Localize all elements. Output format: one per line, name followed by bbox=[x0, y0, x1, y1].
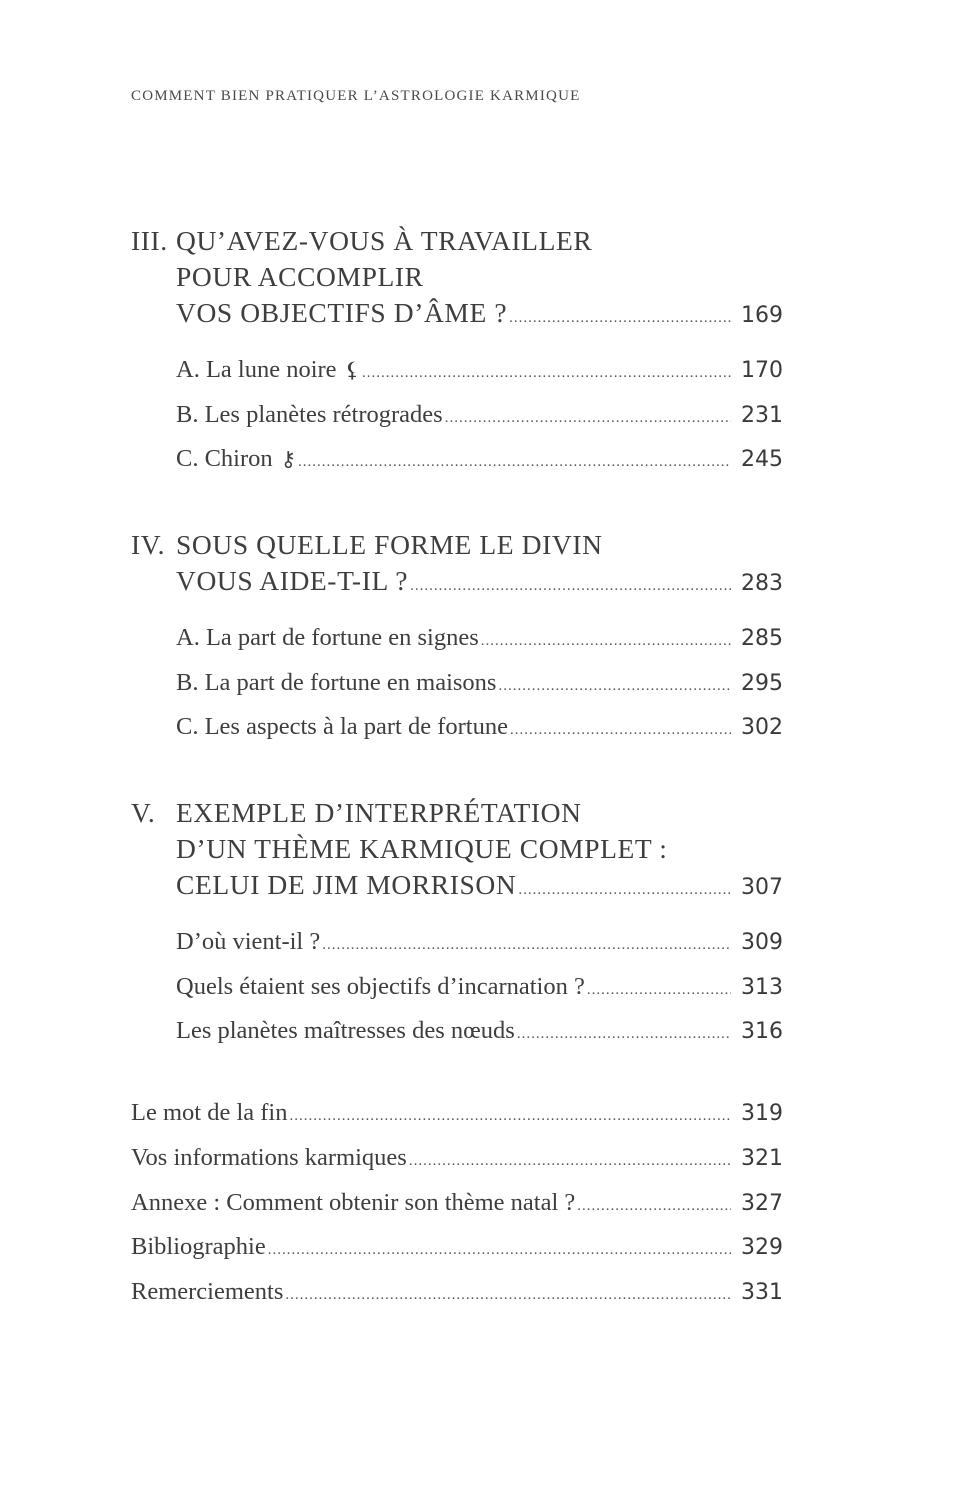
page-number: 170 bbox=[741, 358, 783, 383]
chiron-icon: ⚷ bbox=[280, 447, 297, 471]
dot-leader bbox=[409, 1153, 731, 1170]
entry-label: C. Les aspects à la part de fortune bbox=[176, 713, 508, 740]
entry-label: B. Les planètes rétrogrades bbox=[176, 400, 443, 428]
dot-leader bbox=[285, 1287, 731, 1304]
dot-leader bbox=[587, 982, 731, 999]
toc-section-iii bbox=[131, 223, 783, 490]
dot-leader bbox=[481, 633, 731, 650]
entry-label: A. La lune noire bbox=[176, 356, 337, 383]
page-number: 327 bbox=[741, 1190, 783, 1216]
entry-label: Le mot de la fin bbox=[131, 1099, 288, 1126]
page-number: 285 bbox=[741, 626, 783, 651]
dot-leader bbox=[518, 872, 731, 908]
toc-entry[interactable] bbox=[131, 1099, 783, 1144]
page-number: 302 bbox=[741, 715, 783, 740]
toc-entry[interactable] bbox=[176, 669, 783, 714]
entry-label: Les planètes maîtresses des nœuds bbox=[176, 1017, 515, 1044]
toc-entry[interactable] bbox=[176, 401, 783, 446]
dot-leader bbox=[445, 410, 731, 427]
page-number: 319 bbox=[741, 1101, 783, 1126]
section-numeral: III. bbox=[131, 225, 168, 256]
page-number: 313 bbox=[741, 974, 783, 1000]
page-number: 321 bbox=[741, 1145, 783, 1171]
section-title[interactable] bbox=[131, 795, 783, 908]
toc-section-v bbox=[131, 795, 783, 1062]
toc-entry[interactable] bbox=[176, 713, 783, 758]
page-number: 295 bbox=[741, 670, 783, 696]
section-title-line: SOUS QUELLE FORME LE DIVIN bbox=[176, 529, 603, 560]
dot-leader bbox=[410, 568, 731, 604]
black-moon-lilith-icon: ⚸ bbox=[344, 358, 360, 382]
page-number: 283 bbox=[741, 571, 783, 596]
toc-entry[interactable] bbox=[131, 1278, 783, 1323]
page-number: 329 bbox=[741, 1235, 783, 1261]
page-number: 309 bbox=[741, 930, 783, 955]
section-title[interactable] bbox=[131, 223, 783, 336]
entry-label: Annexe : Comment obtenir son thème natal ? bbox=[131, 1188, 576, 1216]
toc-entry[interactable] bbox=[176, 973, 783, 1018]
toc-entry[interactable] bbox=[131, 1233, 783, 1278]
section-title-line: POUR ACCOMPLIR bbox=[176, 261, 424, 292]
section-title-line: QU’AVEZ-VOUS À TRAVAILLER bbox=[176, 225, 593, 256]
dot-leader bbox=[498, 678, 731, 695]
toc-section-iv bbox=[131, 527, 783, 758]
dot-leader bbox=[322, 937, 731, 954]
dot-leader bbox=[509, 300, 731, 336]
dot-leader bbox=[289, 1108, 731, 1125]
section-numeral: IV. bbox=[131, 529, 166, 560]
entry-label: Vos informations karmiques bbox=[131, 1143, 407, 1171]
dot-leader bbox=[362, 365, 731, 382]
toc-entry[interactable] bbox=[131, 1144, 783, 1189]
entry-label: Remerciements bbox=[131, 1278, 284, 1306]
section-title-line: VOS OBJECTIFS D’ÂME ? ..... 169 bbox=[176, 295, 783, 336]
entry-label: D’où vient-il ? bbox=[176, 928, 321, 955]
dot-leader bbox=[298, 454, 731, 471]
page-number: 231 bbox=[741, 402, 783, 428]
entry-label: Bibliographie bbox=[131, 1233, 266, 1261]
toc-entry[interactable] bbox=[176, 928, 783, 973]
dot-leader bbox=[510, 722, 731, 739]
entry-label: A. La part de fortune en signes bbox=[176, 624, 479, 651]
page-number: 307 bbox=[741, 875, 783, 900]
section-title-line: VOUS AIDE-T-IL ? ..... 283 bbox=[176, 563, 783, 604]
toc-entry[interactable] bbox=[176, 356, 783, 401]
entry-label: B. La part de fortune en maisons bbox=[176, 668, 497, 696]
section-title-line: D’UN THÈME KARMIQUE COMPLET : bbox=[176, 833, 668, 864]
entry-label: C. Chiron bbox=[176, 445, 273, 472]
running-head: COMMENT BIEN PRATIQUER L’ASTROLOGIE KARMIQUE bbox=[131, 88, 581, 104]
section-title-line: CELUI DE JIM MORRISON ..... 307 bbox=[176, 867, 783, 908]
section-numeral: V. bbox=[131, 797, 156, 828]
page-number: 245 bbox=[741, 447, 783, 472]
section-title[interactable] bbox=[131, 527, 783, 604]
entry-label: Quels étaient ses objectifs d’incarnation ? bbox=[176, 972, 585, 1000]
page-number: 331 bbox=[741, 1280, 783, 1306]
toc-back-matter bbox=[131, 1099, 783, 1323]
section-title-line: EXEMPLE D’INTERPRÉTATION bbox=[176, 797, 582, 828]
dot-leader bbox=[268, 1242, 731, 1259]
dot-leader bbox=[577, 1198, 731, 1215]
page-number: 169 bbox=[741, 303, 783, 328]
dot-leader bbox=[517, 1026, 731, 1043]
page-number: 316 bbox=[741, 1019, 783, 1044]
toc-entry[interactable] bbox=[176, 1017, 783, 1062]
toc-entry[interactable] bbox=[131, 1189, 783, 1234]
toc-entry[interactable] bbox=[176, 624, 783, 669]
toc-entry[interactable] bbox=[176, 445, 783, 490]
